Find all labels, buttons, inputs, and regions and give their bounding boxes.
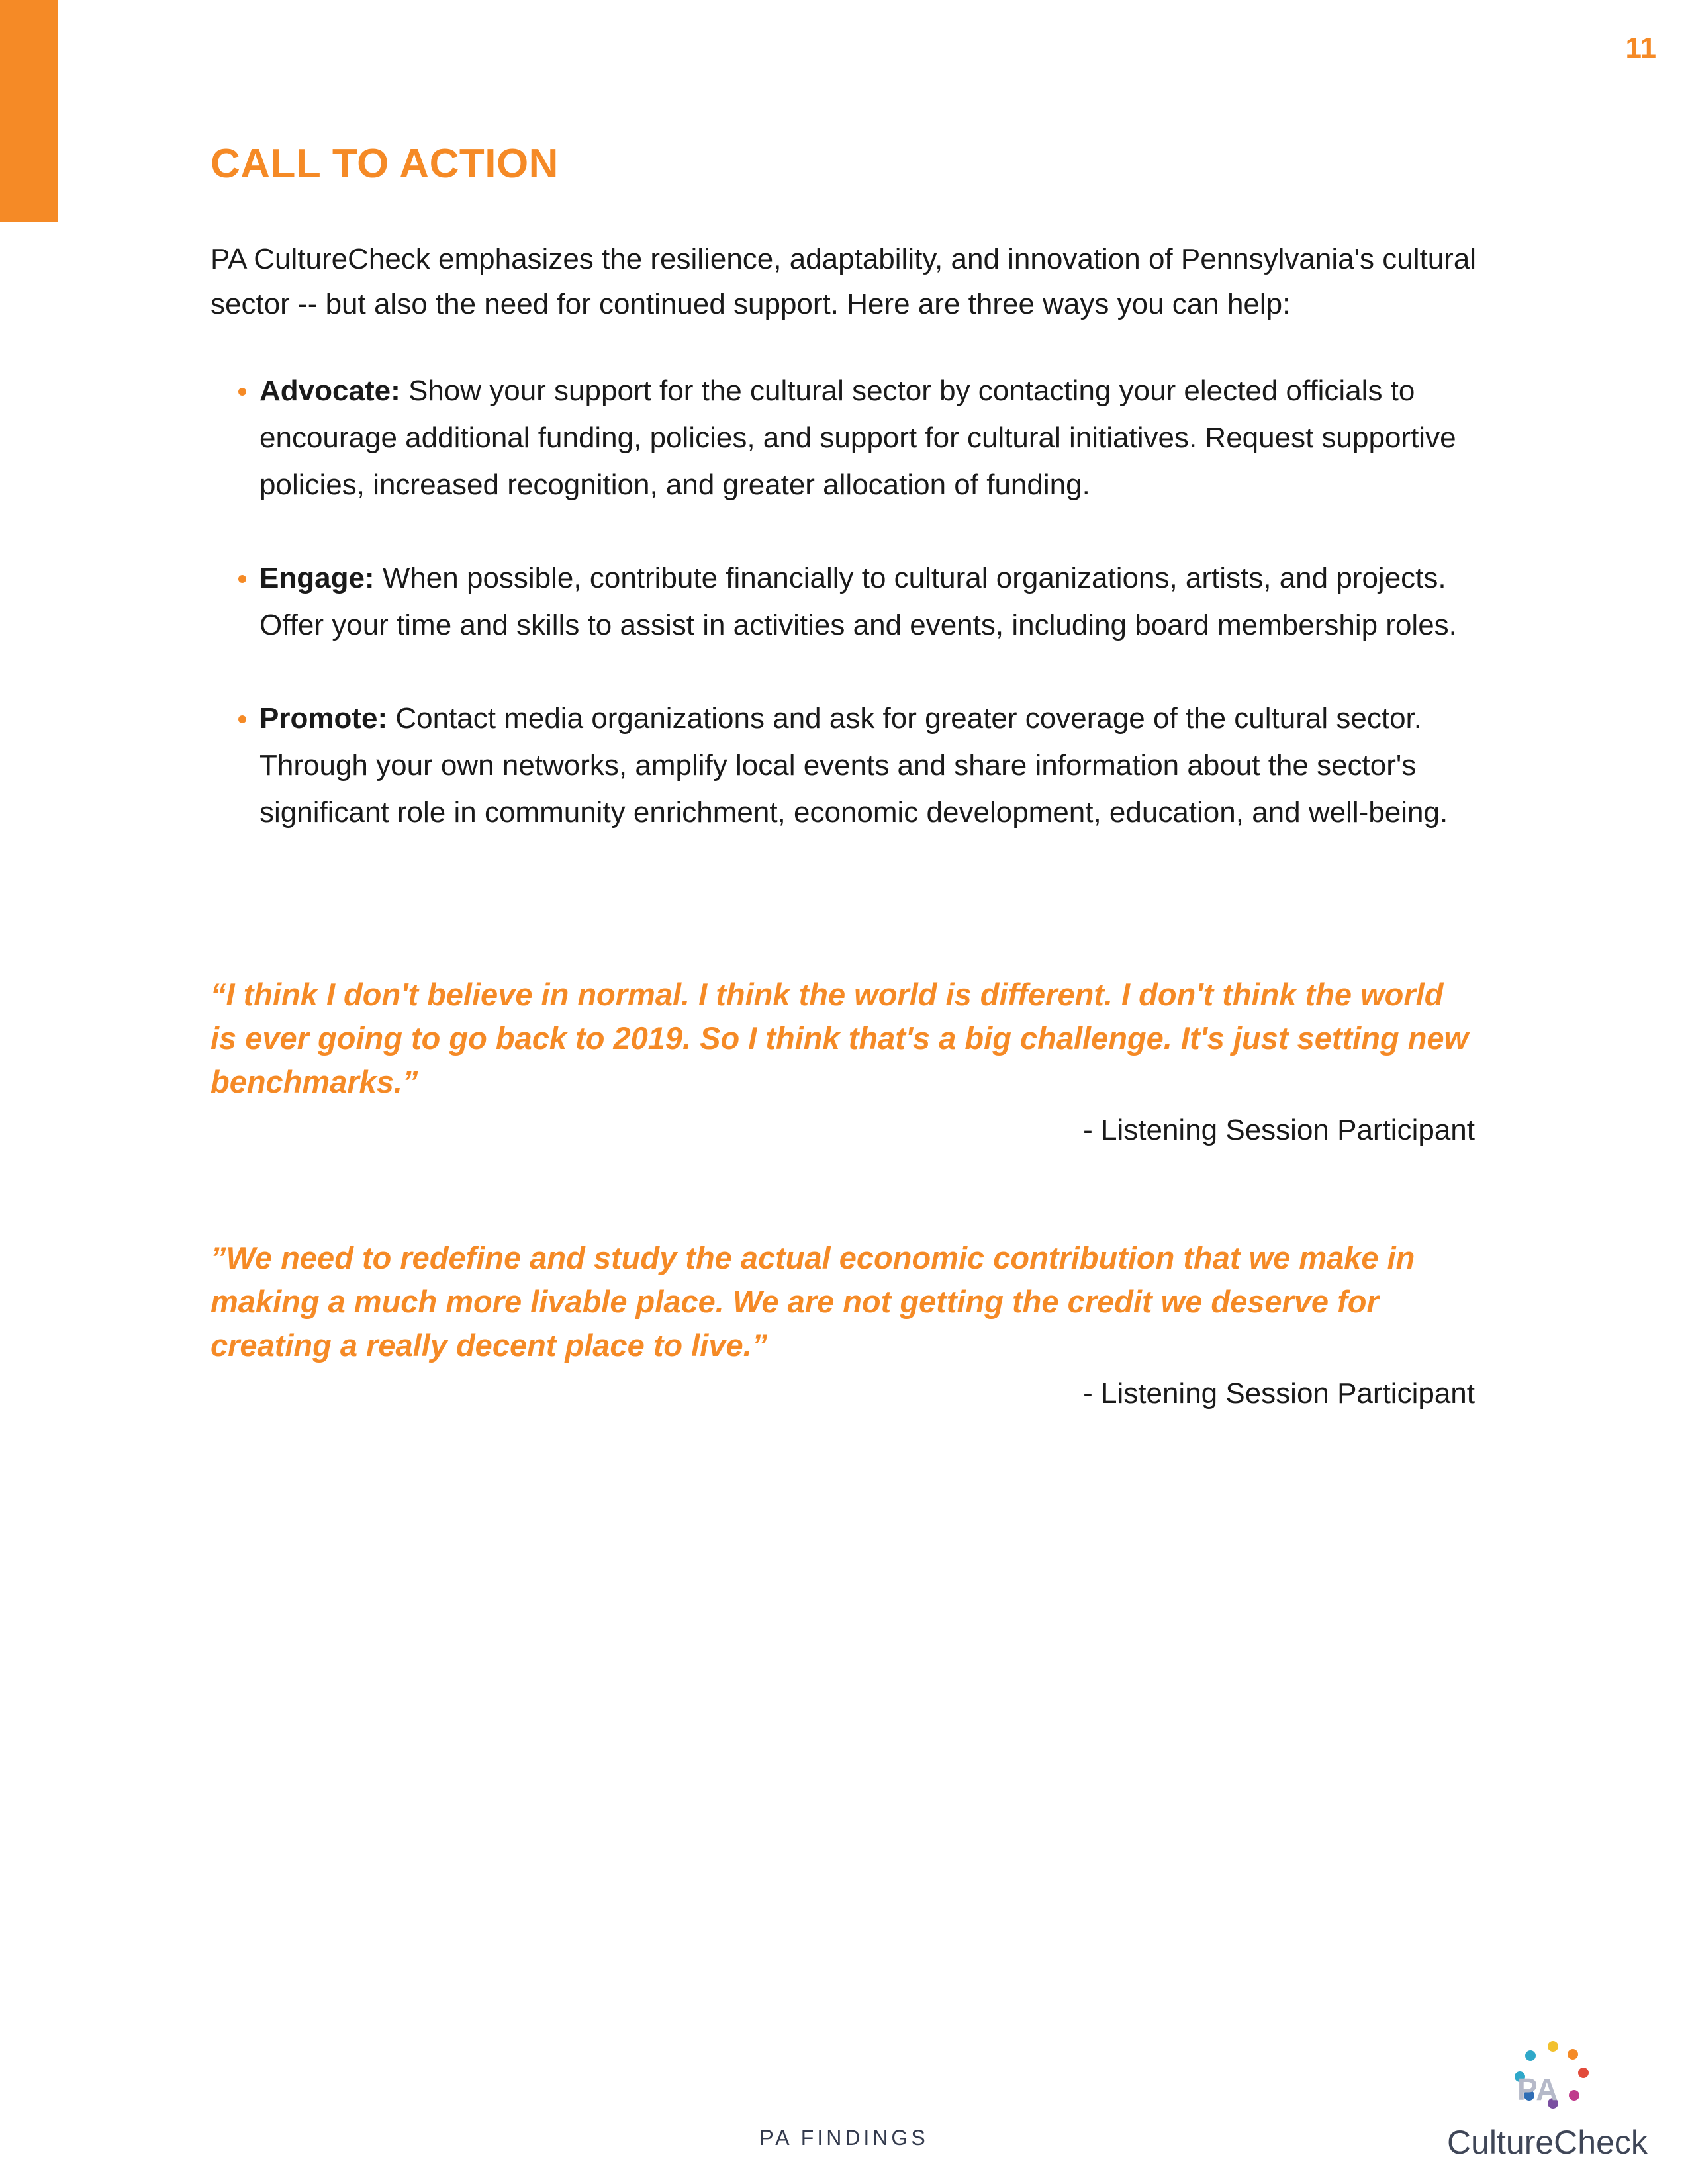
action-term: Promote: — [259, 702, 388, 735]
intro-paragraph: PA CultureCheck emphasizes the resilience, adaptability, and innovation of Pennsylvania's cultural sector -- but also the need for continued support. Here are three ways you can help: — [211, 243, 1477, 320]
footer-label: PA FINDINGS — [759, 2126, 929, 2150]
logo-pa-text: PA — [1517, 2072, 1559, 2107]
quote-text: ”We need to redefine and study the actual economic contribution that we make in making a much more livable place. We are not getting the credit we deserve for creating a really decent place to live.” — [211, 1240, 1415, 1363]
logo-dot — [1548, 2041, 1558, 2052]
logo-dot — [1569, 2090, 1579, 2101]
logo-dot — [1525, 2050, 1536, 2061]
bullet-dot-icon — [238, 388, 246, 396]
action-item-engage — [211, 555, 1495, 649]
action-description: Show your support for the cultural sector by contacting your elected officials to encourage additional funding, policies, and support for cultural initiatives. Request supportive policies, increased recognition, and greater allocation of funding. — [259, 375, 1456, 501]
action-item-advocate — [211, 367, 1495, 508]
quote-text: “I think I don't believe in normal. I think the world is different. I don't think the world is ever going to go back to 2019. So I think that's a big challenge. It's just setting new benchmarks.” — [211, 977, 1469, 1099]
action-item-promote — [211, 695, 1495, 836]
orange-tab-bar — [0, 0, 58, 222]
section-heading: CALL TO ACTION — [211, 141, 559, 187]
logo-dot — [1578, 2068, 1589, 2078]
action-list — [211, 367, 1495, 836]
culturecheck-logo — [1436, 2038, 1662, 2164]
action-term: Advocate: — [259, 375, 400, 407]
action-description: When possible, contribute financially to cultural organizations, artists, and projects. Offer your time and skills to assist in activities and events, including board membership roles. — [259, 562, 1457, 641]
page-number: 11 — [1625, 32, 1656, 64]
quote-attribution: - Listening Session Participant — [1083, 1377, 1475, 1410]
quote-block-1 — [211, 973, 1475, 1153]
action-term: Engage: — [259, 562, 375, 594]
bullet-dot-icon — [238, 715, 246, 723]
quote-attribution: - Listening Session Participant — [1083, 1114, 1475, 1146]
logo-dot — [1568, 2049, 1578, 2060]
action-description: Contact media organizations and ask for greater coverage of the cultural sector. Through your own networks, amplify local events and share information about the sector's significant role in community enrichment, economic development, education, and well-being. — [259, 702, 1448, 829]
bullet-dot-icon — [238, 575, 246, 583]
quote-block-2 — [211, 1236, 1475, 1416]
logo-wordmark: CultureCheck — [1447, 2124, 1648, 2161]
